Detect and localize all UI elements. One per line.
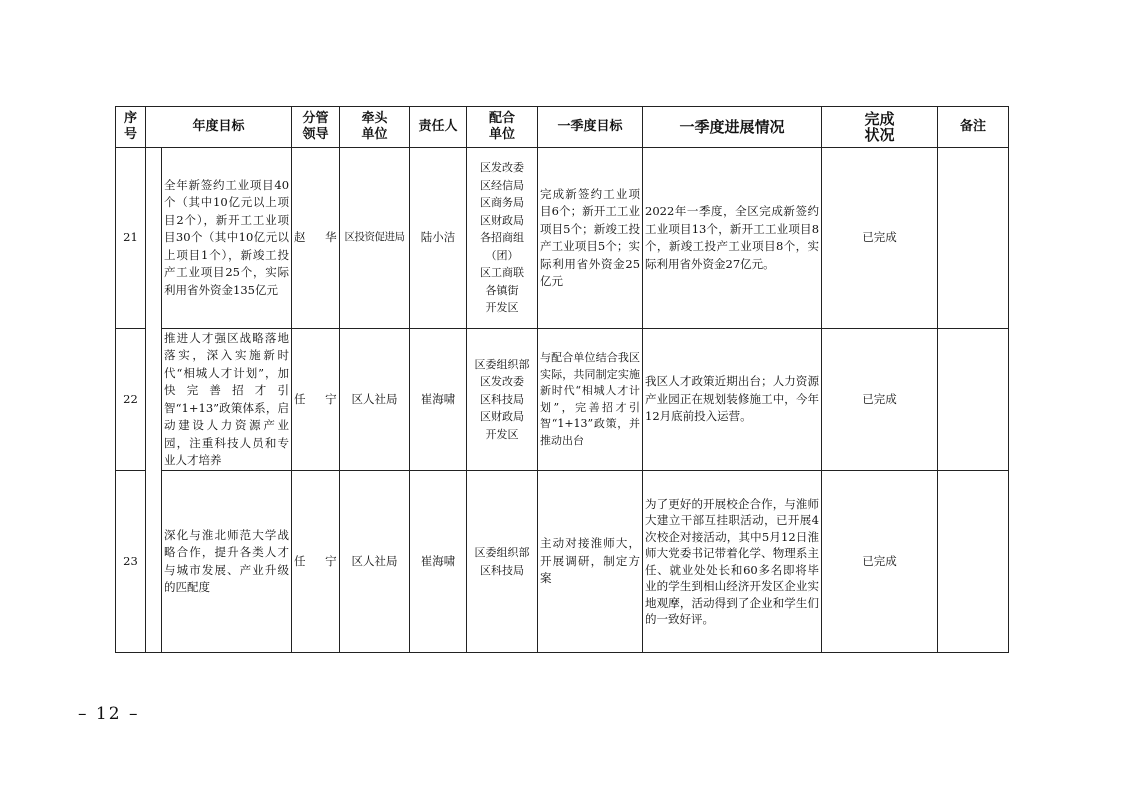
table-header-row	[116, 107, 1009, 148]
row-remark	[938, 471, 1009, 653]
progress-table	[115, 106, 1009, 653]
row-seq: 22	[116, 329, 146, 471]
table-row	[116, 148, 1009, 329]
row-leader-name: 任 宁	[294, 391, 345, 406]
row-status: 已完成	[822, 471, 938, 653]
row-leader	[292, 329, 345, 471]
row-status: 已完成	[822, 148, 938, 329]
row-leader-name: 赵 华	[294, 230, 345, 245]
row-coop-units: 区发改委 区经信局 区商务局 区财政局 各招商组（团） 区工商联 各镇街 开发区	[467, 148, 538, 329]
row-responsible: 崔海啸	[410, 471, 467, 653]
header-lead-unit: 牵头 单位	[340, 107, 410, 148]
row-responsible: 崔海啸	[410, 329, 467, 471]
row-coop-units: 区委组织部 区发改委 区科技局 区财政局 开发区	[467, 329, 538, 471]
row-spacer-cell	[146, 148, 162, 653]
header-seq: 序号	[116, 107, 146, 148]
header-status: 完成 状况	[822, 107, 938, 148]
row-q1-progress: 2022年一季度，全区完成新签约工业项目13个，新开工工业项目8个，新竣工投产工业项目8个，实际利用省外资金27亿元。	[643, 148, 822, 329]
row-lead-unit: 区人社局	[340, 329, 410, 471]
row-seq: 21	[116, 148, 146, 329]
row-leader	[292, 471, 345, 653]
row-lead-unit: 区人社局	[340, 471, 410, 653]
row-coop-units: 区委组织部 区科技局	[467, 471, 538, 653]
row-remark	[938, 329, 1009, 471]
page-number: – 12 –	[78, 704, 140, 724]
row-q1-progress: 为了更好的开展校企合作，与淮师大建立干部互挂职活动，已开展4次校企对接活动，其中5月12日淮师大党委书记带着化学、物理系主任、就业处处长和60多名即将毕业的学生到相山经济开发区企业实地观摩，活动得到了企业和学生们的一致好评。	[643, 471, 822, 653]
row-responsible: 陆小洁	[410, 148, 467, 329]
header-annual-goal: 年度目标	[146, 107, 292, 148]
row-annual-goal: 推进人才强区战略落地落实，深入实施新时代“相城人才计划”，加快完善招才引智“1+13”政策体系，启动建设人力资源产业园，注重科技人员和专业人才培养	[162, 329, 292, 471]
header-leader: 分管 领导	[292, 107, 340, 148]
row-lead-unit: 区投资促进局	[340, 148, 410, 329]
header-coop-units: 配合 单位	[467, 107, 538, 148]
row-q1-goal: 完成新签约工业项目6个；新开工工业项目5个；新竣工投产工业项目5个；实际利用省外资金25亿元	[538, 148, 643, 329]
row-q1-goal: 与配合单位结合我区实际，共同制定实施新时代“相城人才计划”，完善招才引智“1+13”政策，并推动出台	[538, 329, 643, 471]
row-q1-progress: 我区人才政策近期出台；人力资源产业园正在规划装修施工中，今年12月底前投入运营。	[643, 329, 822, 471]
header-responsible: 责任人	[410, 107, 467, 148]
row-q1-goal: 主动对接淮师大，开展调研，制定方案	[538, 471, 643, 653]
header-q1-progress: 一季度进展情况	[643, 107, 822, 148]
row-seq: 23	[116, 471, 146, 653]
row-leader-name: 任 宁	[294, 553, 345, 568]
header-q1-goal: 一季度目标	[538, 107, 643, 148]
row-remark	[938, 148, 1009, 329]
row-status: 已完成	[822, 329, 938, 471]
row-leader	[292, 148, 345, 329]
table-row	[116, 471, 1009, 653]
header-remark: 备注	[938, 107, 1009, 148]
row-annual-goal: 深化与淮北师范大学战略合作，提升各类人才与城市发展、产业升级的匹配度	[162, 471, 292, 653]
row-annual-goal: 全年新签约工业项目40个（其中10亿元以上项目2个），新开工工业项目30个（其中10亿元以上项目1个），新竣工投产工业项目25个，实际利用省外资金135亿元	[162, 148, 292, 329]
table-row	[116, 329, 1009, 471]
